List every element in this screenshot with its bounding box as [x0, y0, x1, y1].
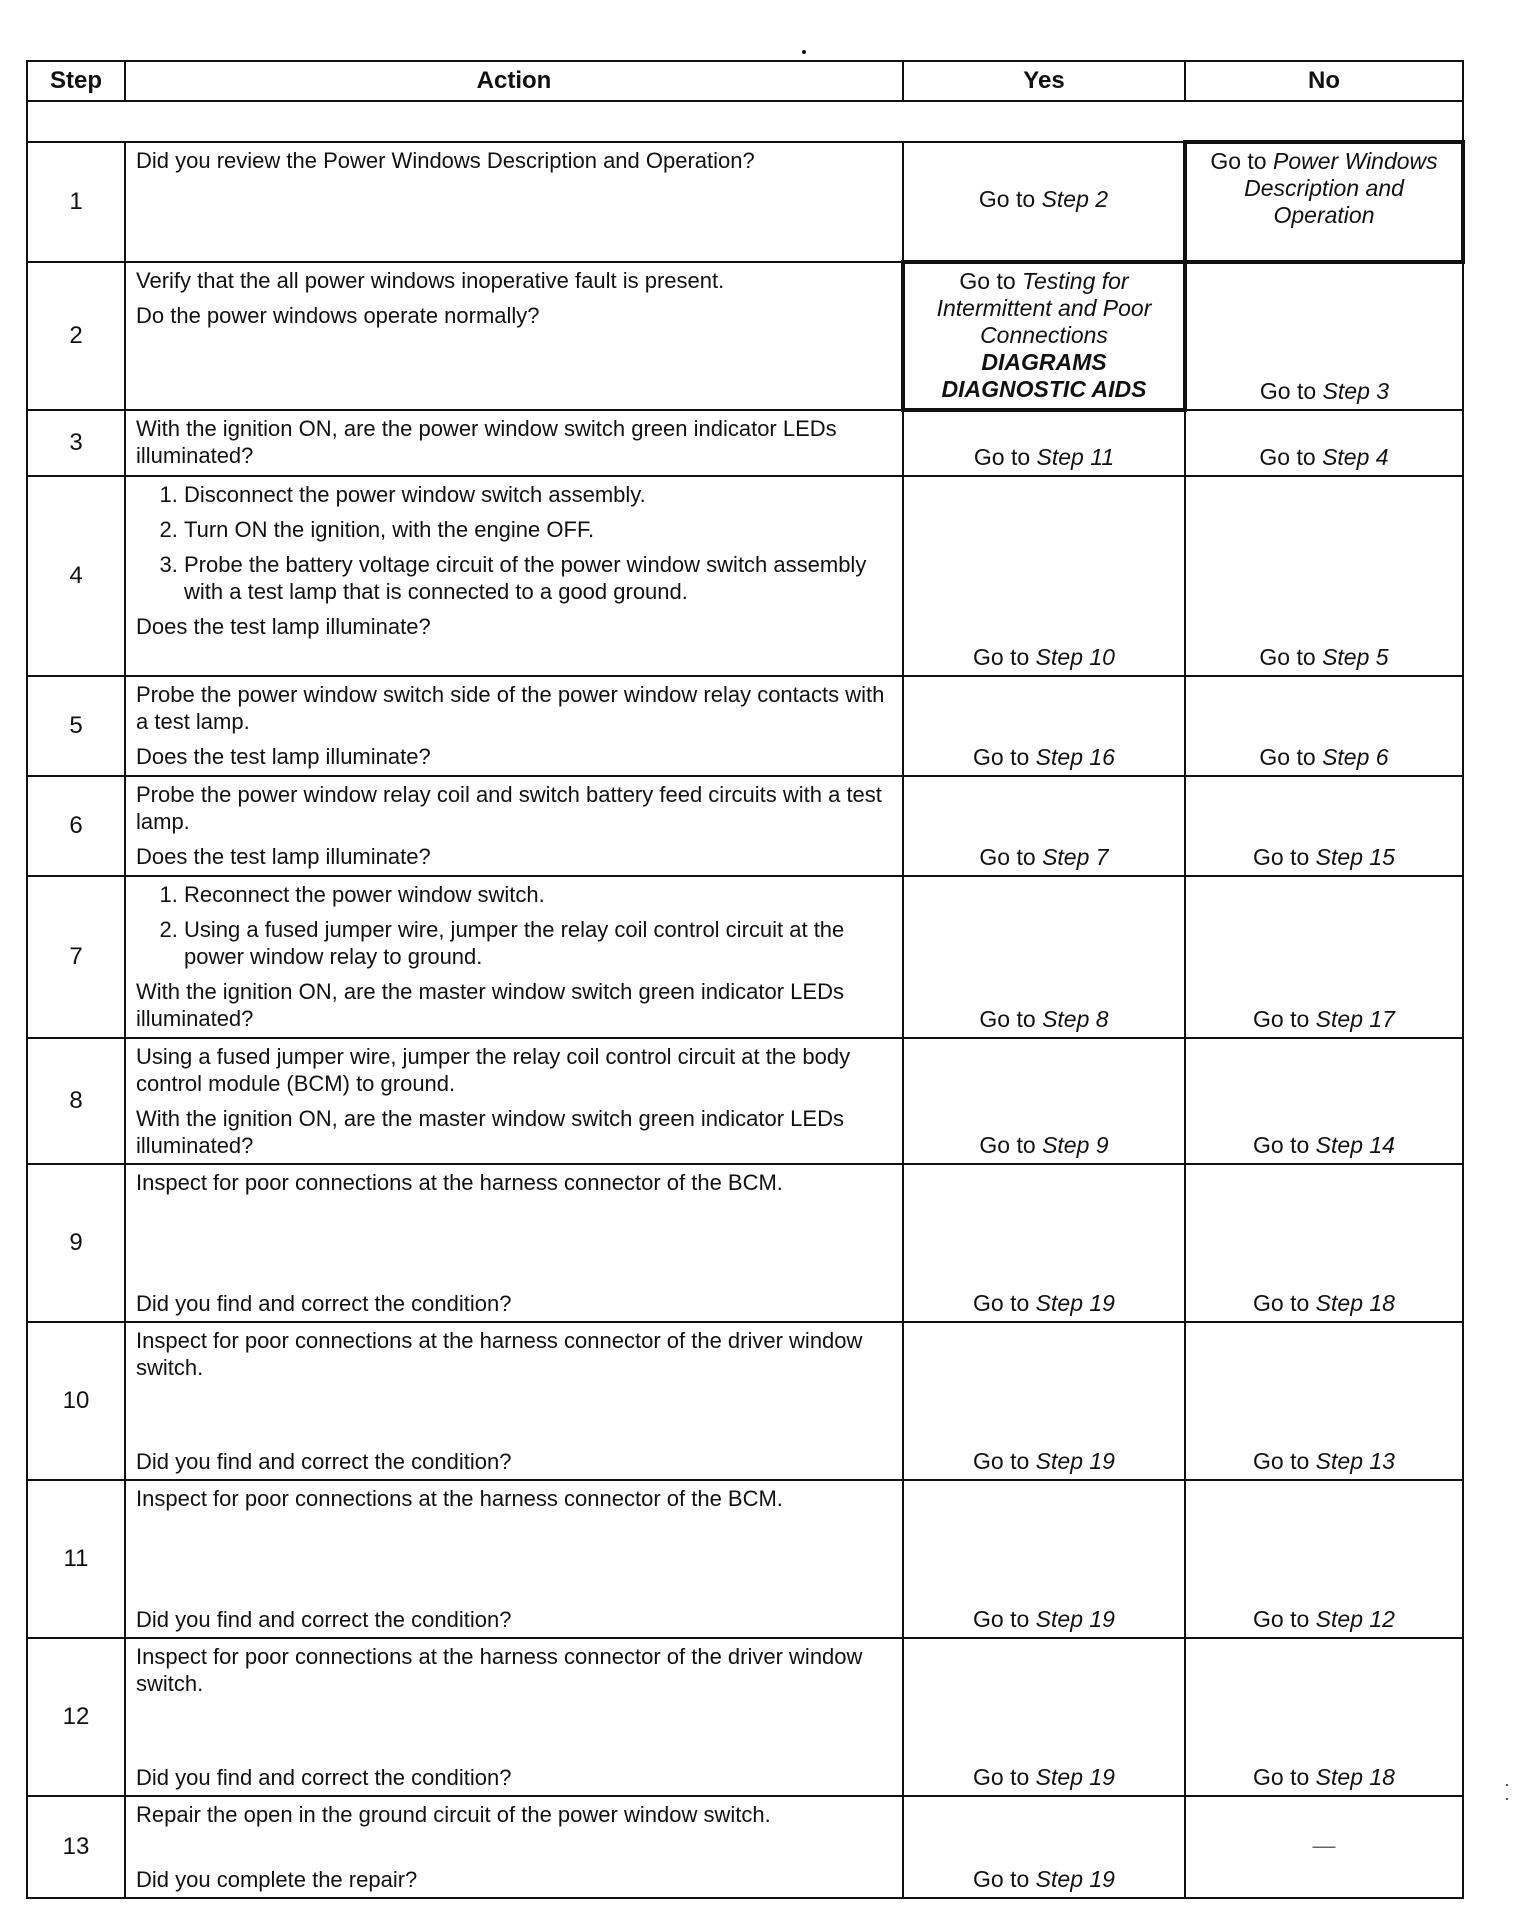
yes-link[interactable]: Step 11 [1036, 444, 1115, 470]
yes-link[interactable]: Step 7 [1042, 844, 1109, 870]
no-link[interactable]: Step 17 [1315, 1006, 1395, 1032]
action-cell [125, 676, 903, 776]
action-question: With the ignition ON, are the master window switch green indicator LEDs illuminated? [136, 979, 844, 1031]
step-number: 2 [27, 262, 125, 410]
yes-link[interactable]: Step 9 [1042, 1132, 1109, 1158]
action-question: Does the test lamp illuminate? [136, 744, 431, 769]
list-item: 2. Using a fused jumper wire, jumper the relay coil control circuit at the power window relay to ground. [184, 916, 892, 970]
step-number: 1 [27, 142, 125, 262]
no-cell: Go to Step 12 [1185, 1480, 1463, 1638]
blank-row [27, 101, 1463, 142]
action-question: Do the power windows operate normally? [136, 303, 540, 328]
table-row [27, 1480, 1463, 1638]
no-link[interactable]: Step 18 [1315, 1290, 1395, 1316]
diagnostic-aids-link[interactable]: DIAGNOSTIC AIDS [941, 376, 1147, 402]
yes-link[interactable]: Step 19 [1035, 1866, 1115, 1892]
action-cell [125, 1038, 903, 1164]
no-dash: — [1312, 1831, 1336, 1858]
list-item: 2. Turn ON the ignition, with the engine OFF. [184, 516, 892, 543]
table-row [27, 476, 1463, 676]
yes-link[interactable]: Step 10 [1035, 644, 1115, 670]
action-question: Did you complete the repair? [136, 1867, 418, 1892]
action-question: Did you find and correct the condition? [136, 1449, 512, 1474]
no-link[interactable]: Step 3 [1322, 378, 1390, 404]
table-row [27, 1038, 1463, 1164]
yes-cell: Go to Testing for Intermittent and Poor Connections DIAGRAMS DIAGNOSTIC AIDS [903, 262, 1185, 410]
yes-cell: Go to Step 19 [903, 1322, 1185, 1480]
yes-link[interactable]: Step 19 [1035, 1764, 1115, 1790]
action-instruction: Probe the power window relay coil and switch battery feed circuits with a test lamp. [136, 782, 882, 834]
step-number: 12 [27, 1638, 125, 1796]
no-link[interactable]: Step 18 [1315, 1764, 1395, 1790]
action-cell [125, 876, 903, 1038]
yes-cell: Go to Step 11 [903, 410, 1185, 476]
no-link[interactable]: Step 13 [1315, 1448, 1395, 1474]
action-cell [125, 776, 903, 876]
action-question: Did you find and correct the condition? [136, 1765, 512, 1790]
action-question: Does the test lamp illuminate? [136, 614, 431, 639]
scan-speck [1506, 1784, 1508, 1786]
no-cell: Go to Step 17 [1185, 876, 1463, 1038]
yes-link[interactable]: Step 8 [1042, 1006, 1109, 1032]
yes-link[interactable]: Step 19 [1035, 1606, 1115, 1632]
yes-cell: Go to Step 19 [903, 1164, 1185, 1322]
header-yes: Yes [903, 61, 1185, 101]
step-number: 11 [27, 1480, 125, 1638]
yes-cell: Go to Step 2 [903, 142, 1185, 262]
table-row [27, 1164, 1463, 1322]
step-number: 4 [27, 476, 125, 676]
yes-link-cont[interactable]: Intermittent and Poor [936, 295, 1152, 321]
table-row [27, 410, 1463, 476]
action-question: Did you review the Power Windows Description and Operation? [136, 148, 755, 173]
header-no: No [1185, 61, 1463, 101]
action-cell [125, 410, 903, 476]
yes-cell: Go to Step 10 [903, 476, 1185, 676]
yes-link[interactable]: Step 16 [1035, 744, 1115, 770]
yes-link[interactable]: Step 19 [1035, 1448, 1115, 1474]
table-row [27, 142, 1463, 262]
yes-cell: Go to Step 19 [903, 1480, 1185, 1638]
action-cell [125, 1480, 903, 1638]
scan-speck [1506, 1798, 1508, 1800]
no-cell: Go to Power Windows Description and Operation [1185, 142, 1463, 262]
no-cell [1185, 1796, 1463, 1898]
step-number: 7 [27, 876, 125, 1038]
action-steps [136, 881, 892, 970]
yes-cell: Go to Step 8 [903, 876, 1185, 1038]
table-row [27, 1322, 1463, 1480]
scan-dot [802, 50, 806, 54]
no-link[interactable]: Step 6 [1322, 744, 1389, 770]
header-step: Step [27, 61, 125, 101]
no-cell: Go to Step 18 [1185, 1164, 1463, 1322]
no-link[interactable]: Step 12 [1315, 1606, 1395, 1632]
yes-cell: Go to Step 19 [903, 1638, 1185, 1796]
yes-cell: Go to Step 9 [903, 1038, 1185, 1164]
step-number: 6 [27, 776, 125, 876]
no-link[interactable]: Step 4 [1322, 444, 1389, 470]
table-row [27, 776, 1463, 876]
action-instruction: Using a fused jumper wire, jumper the relay coil control circuit at the body control module (BCM) to ground. [136, 1044, 851, 1096]
action-instruction: Verify that the all power windows inoperative fault is present. [136, 268, 725, 293]
table-row [27, 876, 1463, 1038]
action-instruction: Inspect for poor connections at the harness connector of the BCM. [136, 1486, 783, 1511]
yes-link[interactable]: Testing for [1022, 268, 1129, 294]
list-item: 1. Disconnect the power window switch assembly. [184, 481, 892, 508]
yes-link-cont[interactable]: Connections [980, 322, 1108, 348]
no-cell: Go to Step 3 [1185, 262, 1463, 410]
yes-cell: Go to Step 7 [903, 776, 1185, 876]
no-cell: Go to Step 13 [1185, 1322, 1463, 1480]
no-link-cont[interactable]: Description and [1244, 175, 1404, 201]
no-cell: Go to Step 5 [1185, 476, 1463, 676]
action-instruction: Probe the power window switch side of the power window relay contacts with a test lamp. [136, 682, 885, 734]
action-cell [125, 1796, 903, 1898]
action-cell [125, 476, 903, 676]
action-cell [125, 142, 903, 262]
action-instruction: Repair the open in the ground circuit of the power window switch. [136, 1802, 771, 1827]
action-cell [125, 1638, 903, 1796]
diagnostic-table [26, 60, 1465, 1899]
no-cell: Go to Step 18 [1185, 1638, 1463, 1796]
list-item: 3. Probe the battery voltage circuit of the power window switch assembly with a test lamp that is connected to a good ground. [184, 551, 892, 605]
table-row [27, 1796, 1463, 1898]
action-instruction: Inspect for poor connections at the harness connector of the driver window switch. [136, 1328, 863, 1380]
header-action: Action [125, 61, 903, 101]
step-number: 10 [27, 1322, 125, 1480]
table-row [27, 676, 1463, 776]
no-cell: Go to Step 14 [1185, 1038, 1463, 1164]
no-link[interactable]: Step 14 [1315, 1132, 1395, 1158]
step-number: 3 [27, 410, 125, 476]
no-link[interactable]: Power Windows [1272, 148, 1438, 174]
no-link[interactable]: Step 5 [1322, 644, 1389, 670]
action-instruction: Inspect for poor connections at the harness connector of the driver window switch. [136, 1644, 863, 1696]
list-item: 1. Reconnect the power window switch. [184, 881, 892, 908]
action-question: With the ignition ON, are the power window switch green indicator LEDs illuminated? [136, 416, 837, 468]
table-row [27, 1638, 1463, 1796]
action-question: With the ignition ON, are the master window switch green indicator LEDs illuminated? [136, 1106, 844, 1158]
step-number: 9 [27, 1164, 125, 1322]
action-instruction: Inspect for poor connections at the harness connector of the BCM. [136, 1170, 783, 1195]
no-cell: Go to Step 15 [1185, 776, 1463, 876]
action-question: Did you find and correct the condition? [136, 1291, 512, 1316]
step-number: 13 [27, 1796, 125, 1898]
table-row [27, 262, 1463, 410]
no-cell: Go to Step 6 [1185, 676, 1463, 776]
action-cell [125, 262, 903, 410]
yes-link[interactable]: Step 19 [1035, 1290, 1115, 1316]
action-steps [136, 481, 892, 605]
no-cell: Go to Step 4 [1185, 410, 1463, 476]
yes-cell: Go to Step 19 [903, 1796, 1185, 1898]
yes-link[interactable]: Step 2 [1041, 186, 1109, 212]
yes-cell: Go to Step 16 [903, 676, 1185, 776]
action-cell [125, 1322, 903, 1480]
no-link-cont[interactable]: Operation [1273, 202, 1375, 228]
action-question: Did you find and correct the condition? [136, 1607, 512, 1632]
step-number: 5 [27, 676, 125, 776]
step-number: 8 [27, 1038, 125, 1164]
header-row [27, 61, 1463, 101]
diagrams-link[interactable]: DIAGRAMS [981, 349, 1107, 375]
no-link[interactable]: Step 15 [1315, 844, 1395, 870]
action-question: Does the test lamp illuminate? [136, 844, 431, 869]
action-cell [125, 1164, 903, 1322]
